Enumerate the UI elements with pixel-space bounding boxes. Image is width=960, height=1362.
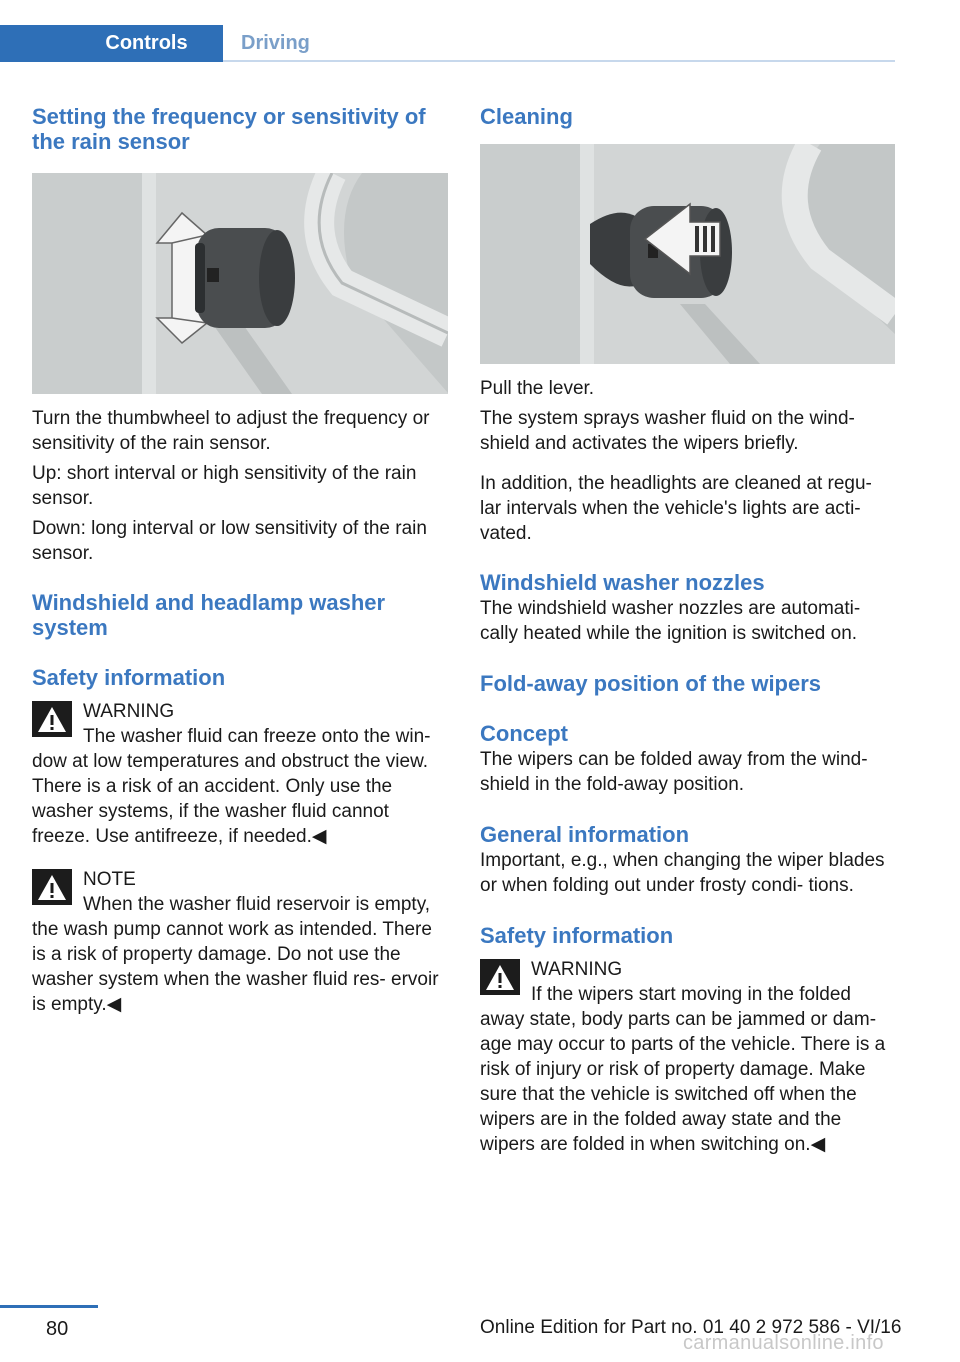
page-number: 80 xyxy=(46,1318,69,1340)
note-triangle-icon xyxy=(32,869,72,905)
heading-concept: Concept xyxy=(480,721,568,746)
left-column xyxy=(32,100,448,1017)
header-divider xyxy=(223,60,895,62)
heading-cleaning: Cleaning xyxy=(480,104,573,129)
watermark: carmanualsonline.info xyxy=(683,1332,884,1354)
para-turn-thumbwheel: Turn the thumbwheel to adjust the frequency or sensitivity of the rain sensor. xyxy=(32,408,430,454)
heading-rain-sensor: Setting the frequency or sensitivity of the rain sensor xyxy=(32,104,426,154)
heading-washer-system: Windshield and headlamp washer system xyxy=(32,590,386,640)
warning-block-left xyxy=(32,699,448,849)
warning-label: WARNING xyxy=(83,701,175,722)
tab-controls[interactable]: Controls xyxy=(0,25,223,62)
tab-driving[interactable]: Driving xyxy=(241,32,310,54)
warning-first-line-right: If the wipers start moving in the folded xyxy=(531,984,851,1005)
footer-accent-line xyxy=(0,1305,98,1308)
thumbwheel-illustration xyxy=(32,173,448,394)
para-down: Down: long interval or low sensitivity of the rain sensor. xyxy=(32,518,427,564)
figure-thumbwheel xyxy=(32,173,448,394)
note-label: NOTE xyxy=(83,869,136,890)
heading-safety-left: Safety information xyxy=(32,665,226,690)
note-block xyxy=(32,867,448,1017)
para-pull-lever: Pull the lever. xyxy=(480,378,595,399)
warning-first-line: The washer fluid can freeze onto the win‐ xyxy=(83,726,431,747)
warning-triangle-icon xyxy=(480,959,520,995)
para-general: Important, e.g., when changing the wiper blades or when folding out under frosty condi‐ tions. xyxy=(480,850,885,896)
note-first-line: When the washer fluid reservoir is empty, xyxy=(83,894,431,915)
para-nozzles: The windshield washer nozzles are automati‐ cally heated while the ignition is switched on. xyxy=(480,598,861,644)
para-headlights: In addition, the headlights are cleaned at regu‐ lar intervals when the vehicle's lights are acti‐ vated. xyxy=(480,473,872,544)
heading-foldaway: Fold-away position of the wipers xyxy=(480,671,822,696)
lever-illustration xyxy=(480,144,895,364)
heading-safety-right: Safety information xyxy=(480,923,674,948)
edition-text: Online Edition for Part no. 01 40 2 972 586 - VI/16 xyxy=(480,1317,902,1338)
heading-general: General information xyxy=(480,822,690,847)
warning-triangle-icon xyxy=(32,701,72,737)
right-column xyxy=(480,100,896,1157)
warning-text: dow at low temperatures and obstruct the view. There is a risk of an accident. Only use the washer systems, if the washer fluid cannot freeze. Use antifreeze, if needed.◀ xyxy=(32,751,429,847)
figure-lever xyxy=(480,144,895,364)
note-text: the wash pump cannot work as intended. There is a risk of property damage. Do not use the washer system when the washer fluid res‐ ervoir is empty.◀ xyxy=(32,919,439,1015)
para-up: Up: short interval or high sensitivity of the rain sensor. xyxy=(32,463,417,509)
para-sprays: The system sprays washer fluid on the wind‐ shield and activates the wipers briefly. xyxy=(480,408,855,454)
para-concept: The wipers can be folded away from the wind‐ shield in the fold-away position. xyxy=(480,749,868,795)
heading-nozzles: Windshield washer nozzles xyxy=(480,570,765,595)
warning-text-right: away state, body parts can be jammed or dam‐ age may occur to parts of the vehicle. There is a risk of injury or risk of property damage. Make sure that the vehicle is switched off when the wipers are in the folded away state and the wipers are folded in when switching on.◀ xyxy=(480,1009,886,1155)
warning-label-right: WARNING xyxy=(531,959,623,980)
header-tabs xyxy=(0,25,895,62)
warning-block-right xyxy=(480,957,896,1157)
